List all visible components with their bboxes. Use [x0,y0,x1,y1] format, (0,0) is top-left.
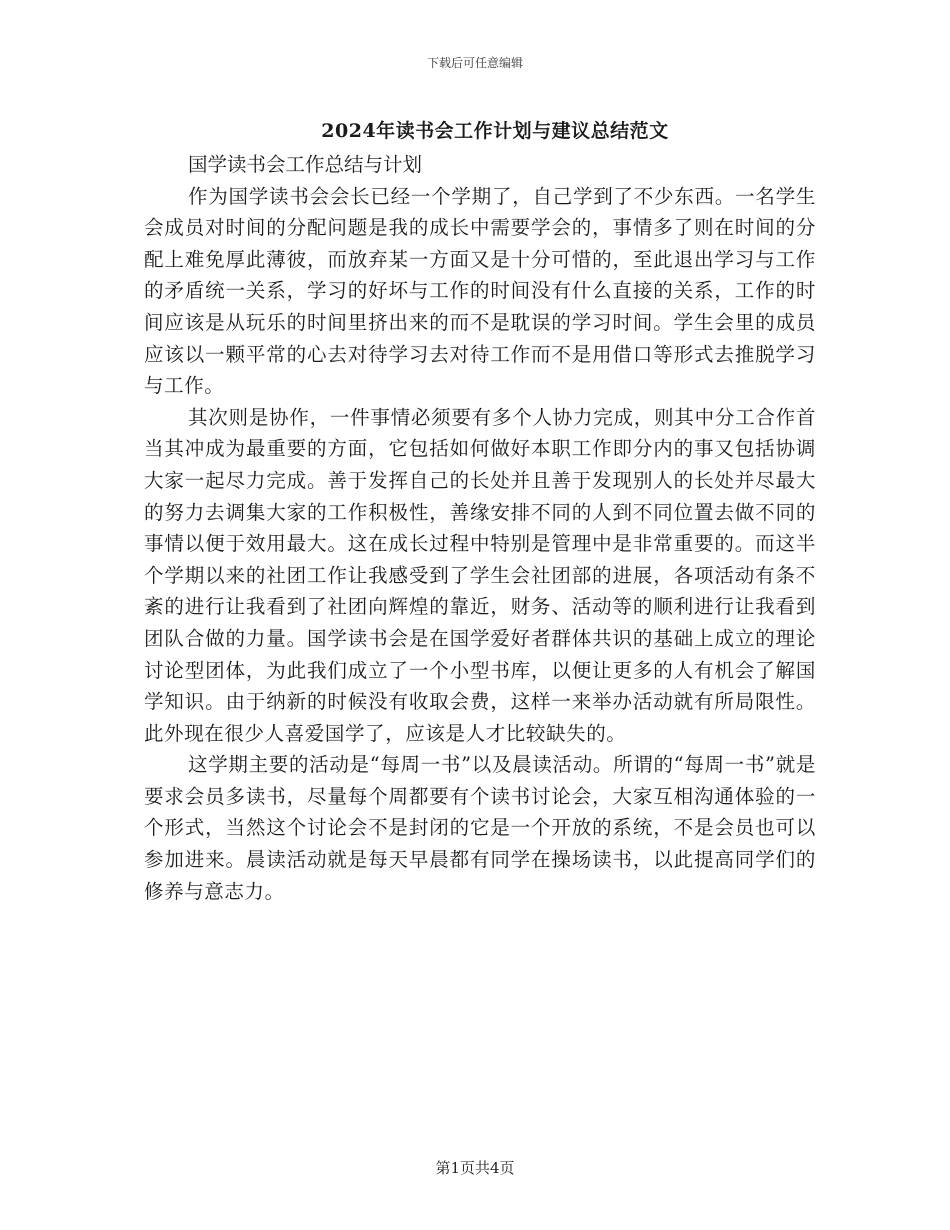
body-paragraph-1: 作为国学读书会会长已经一个学期了，自己学到了不少东西。一名学生会成员对时间的分配问题是我的成长中需要学会的，事情多了则在时间的分配上难免厚此薄彼，而放弃某一方面又是十分可惜的，至此退出学习与工作的矛盾统一关系，学习的好坏与工作的时间没有什么直接的关系，工作的时间应该是从玩乐的时间里挤出来的而不是耽误的学习时间。学生会里的成员应该以一颗平常的心去对待学习去对待工作而不是用借口等形式去推脱学习与工作。 [144,184,816,398]
page-header-note: 下载后可任意编辑 [426,56,523,70]
document-body [144,149,816,907]
body-paragraph-3: 这学期主要的活动是“每周一书”以及晨读活动。所谓的“每周一书”就是要求会员多读书，尽量每个周都要有个读书讨论会，大家互相沟通体验的一个形式，当然这个讨论会不是封闭的它是一个开放的系统，不是会员也可以参加进来。晨读活动就是每天早晨都有同学在操场读书，以此提高同学们的修养与意志力。 [144,753,816,903]
body-paragraph-2: 其次则是协作，一件事情必须要有多个人协力完成，则其中分工合作首当其冲成为最重要的方面，它包括如何做好本职工作即分内的事又包括协调大家一起尽力完成。善于发挥自己的长处并且善于发现别人的长处并尽最大的努力去调集大家的工作积极性，善缘安排不同的人到不同位置去做不同的事情以便于效用最大。这在成长过程中特别是管理中是非常重要的。而这半个学期以来的社团工作让我感受到了学生会社团部的进展，各项活动有条不紊的进行让我看到了社团向辉煌的靠近，财务、活动等的顺利进行让我看到团队合做的力量。国学读书会是在国学爱好者群体共识的基础上成立的理论讨论型团体，为此我们成立了一个小型书库，以便让更多的人有机会了解国学知识。由于纳新的时候没有收取会费，这样一来举办活动就有所局限性。此外现在很少人喜爱国学了，应该是人才比较缺失的。 [144,405,816,745]
document-subtitle: 国学读书会工作总结与计划 [188,153,423,176]
document-title: 2024年读书会工作计划与建议总结范文 [321,120,669,142]
page-number-footer: 第1页共4页 [435,1159,515,1177]
